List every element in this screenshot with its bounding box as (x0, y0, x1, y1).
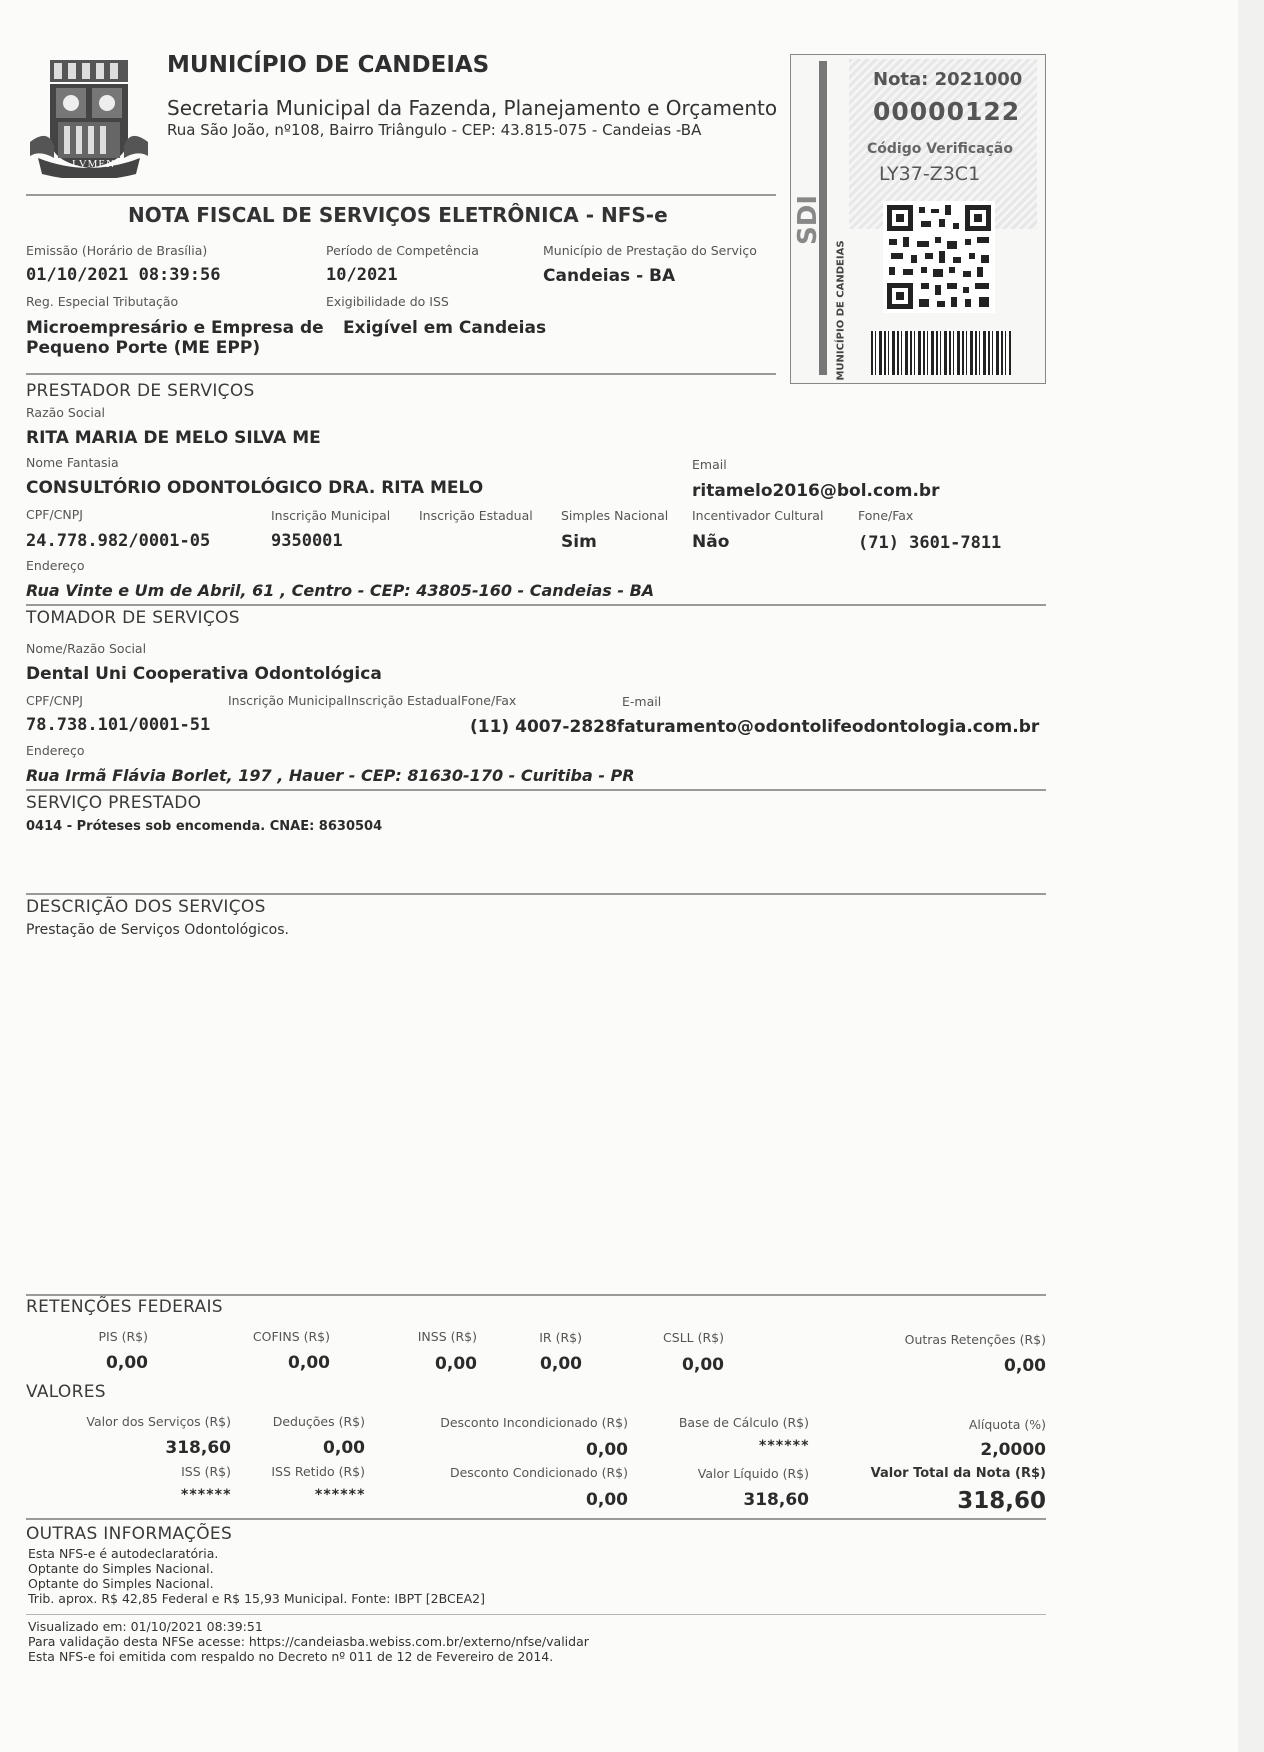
tomador-section-title: TOMADOR DE SERVIÇOS (26, 608, 240, 628)
department-name: Secretaria Municipal da Fazenda, Planejamento e Orçamento (167, 96, 778, 120)
outras-line-2: Optante do Simples Nacional. (28, 1561, 214, 1576)
desconto-condicionado-value: 0,00 (586, 1490, 628, 1510)
deducoes-value: 0,00 (323, 1438, 365, 1458)
barcode (871, 331, 1011, 375)
prestador-ie-label: Inscrição Estadual (419, 508, 533, 523)
prestador-fantasia-label: Nome Fantasia (26, 455, 119, 470)
tomador-endereco-label: Endereço (26, 743, 85, 758)
prestador-razao-label: Razão Social (26, 405, 105, 420)
valor-total-label: Valor Total da Nota (R$) (870, 1466, 1046, 1481)
exigibilidade-value: Exigível em Candeias (343, 318, 547, 338)
municipio-label: Município de Prestação do Serviço (543, 243, 757, 258)
outras-retencoes-value: 0,00 (1004, 1356, 1046, 1376)
tomador-cnpj-value: 78.738.101/0001-51 (26, 715, 211, 735)
page-edge (1238, 0, 1264, 1752)
descricao-value: Prestação de Serviços Odontológicos. (26, 922, 289, 938)
department-address: Rua São João, nº108, Bairro Triângulo - CEP: 43.815-075 - Candeias -BA (167, 121, 702, 139)
tomador-endereco-value: Rua Irmã Flávia Borlet, 197 , Hauer - CEP: 81630-170 - Curitiba - PR (26, 766, 635, 785)
pis-label: PIS (R$) (98, 1329, 148, 1344)
csll-value: 0,00 (682, 1355, 724, 1375)
crest-motto: LVMEN (72, 158, 116, 170)
valor-total-value: 318,60 (957, 1488, 1046, 1514)
nota-number: 00000122 (873, 97, 1021, 126)
valor-liquido-value: 318,60 (743, 1490, 809, 1510)
prestador-incentivador-value: Não (692, 532, 730, 552)
desconto-incondicionado-label: Desconto Incondicionado (R$) (440, 1415, 628, 1430)
aliquota-label: Alíquota (%) (968, 1417, 1046, 1432)
servico-value: 0414 - Próteses sob encomenda. CNAE: 8630504 (26, 819, 383, 834)
tomador-email-label: E-mail (622, 694, 662, 709)
aliquota-value: 2,0000 (980, 1440, 1046, 1460)
ir-label: IR (R$) (539, 1330, 582, 1345)
document-title: NOTA FISCAL DE SERVIÇOS ELETRÔNICA - NFS-e (128, 203, 668, 227)
desconto-condicionado-label: Desconto Condicionado (R$) (449, 1465, 628, 1480)
prestador-email-value: ritamelo2016@bol.com.br (692, 481, 940, 501)
periodo-label: Período de Competência (326, 243, 479, 258)
tomador-nome-label: Nome/Razão Social (26, 641, 147, 656)
prestador-simples-value: Sim (561, 532, 597, 552)
pis-value: 0,00 (106, 1353, 148, 1373)
divider-servico (26, 893, 1046, 895)
prestador-email-label: Email (692, 457, 727, 472)
prestador-simples-label: Simples Nacional (561, 508, 669, 523)
prestador-fantasia-value: CONSULTÓRIO ODONTOLÓGICO DRA. RITA MELO (26, 478, 484, 498)
divider-prestador (26, 604, 1046, 606)
prestador-razao-value: RITA MARIA DE MELO SILVA ME (26, 428, 321, 448)
retencoes-section-title: RETENÇÕES FEDERAIS (26, 1297, 223, 1317)
base-calculo-label: Base de Cálculo (R$) (678, 1415, 809, 1430)
prestador-endereco-value: Rua Vinte e Um de Abril, 61 , Centro - CEP: 43805-160 - Candeias - BA (26, 581, 655, 600)
cofins-label: COFINS (R$) (252, 1329, 330, 1344)
outras-line-4: Trib. aprox. R$ 42,85 Federal e R$ 15,93 Municipal. Fonte: IBPT [2BCEA2] (28, 1591, 485, 1606)
periodo-value: 10/2021 (326, 265, 398, 285)
valor-servicos-value: 318,60 (165, 1438, 231, 1458)
ir-value: 0,00 (540, 1354, 582, 1374)
valores-section-title: VALORES (26, 1382, 106, 1402)
municipality-name: MUNICÍPIO DE CANDEIAS (167, 52, 490, 78)
codigo-verificacao-label: Código Verificação (867, 141, 1013, 157)
servico-section-title: SERVIÇO PRESTADO (26, 793, 202, 813)
divider-valores (26, 1518, 1046, 1520)
inss-value: 0,00 (435, 1354, 477, 1374)
prestador-section-title: PRESTADOR DE SERVIÇOS (26, 381, 255, 401)
outras-section-title: OUTRAS INFORMAÇÕES (26, 1524, 233, 1544)
tomador-inscricoes-label: Inscrição MunicipalInscrição EstadualFone/Fax (228, 693, 517, 708)
regime-value-line2: Pequeno Porte (ME EPP) (26, 338, 261, 358)
descricao-section-title: DESCRIÇÃO DOS SERVIÇOS (26, 897, 266, 917)
divider-info (26, 373, 776, 375)
outras-retencoes-label: Outras Retenções (R$) (904, 1332, 1046, 1347)
csll-label: CSLL (R$) (663, 1330, 724, 1345)
codigo-verificacao-value: LY37-Z3C1 (879, 163, 981, 185)
emissao-label: Emissão (Horário de Brasília) (26, 243, 208, 258)
footer-decreto: Esta NFS-e foi emitida com respaldo no Decreto nº 011 de 12 de Fevereiro de 2014. (28, 1649, 554, 1664)
prestador-cnpj-value: 24.778.982/0001-05 (26, 531, 211, 551)
footer-visualizado: Visualizado em: 01/10/2021 08:39:51 (28, 1619, 263, 1634)
coat-of-arms-logo (28, 58, 150, 178)
deducoes-label: Deduções (R$) (272, 1414, 365, 1429)
nota-label: Nota: 2021000 (873, 69, 1023, 90)
base-calculo-value: ****** (758, 1438, 809, 1454)
footer-validacao: Para validação desta NFSe acesse: https://candeiasba.webiss.com.br/externo/nfse/validar (28, 1634, 589, 1649)
divider-footer (26, 1614, 1046, 1615)
valor-servicos-label: Valor dos Serviços (R$) (86, 1414, 231, 1429)
cofins-value: 0,00 (288, 1353, 330, 1373)
prestador-endereco-label: Endereço (26, 558, 85, 573)
municipio-value: Candeias - BA (543, 266, 676, 286)
regime-value-line1: Microempresário e Empresa de (26, 318, 324, 338)
iss-retido-label: ISS Retido (R$) (271, 1464, 365, 1479)
tomador-nome-value: Dental Uni Cooperativa Odontológica (26, 664, 382, 684)
prestador-fone-value: (71) 3601-7811 (858, 533, 1002, 553)
inss-label: INSS (R$) (417, 1329, 477, 1344)
qr-code (883, 201, 995, 313)
iss-retido-value: ****** (314, 1487, 365, 1503)
nfse-stamp (790, 54, 1046, 384)
divider-header (26, 194, 776, 196)
prestador-cnpj-label: CPF/CNPJ (26, 507, 83, 522)
desconto-incondicionado-value: 0,00 (586, 1440, 628, 1460)
iss-label: ISS (R$) (181, 1464, 231, 1479)
regime-label: Reg. Especial Tributação (26, 294, 179, 309)
iss-value: ****** (180, 1487, 231, 1503)
outras-line-1: Esta NFS-e é autodeclaratória. (28, 1546, 219, 1561)
prestador-incentivador-label: Incentivador Cultural (692, 508, 824, 523)
valor-liquido-label: Valor Líquido (R$) (697, 1466, 809, 1481)
stamp-side-logo: SDI (792, 195, 823, 245)
divider-retencoes (26, 1294, 1046, 1296)
tomador-fone-email-value: (11) 4007-2828faturamento@odontolifeodontologia.com.br (470, 717, 1040, 737)
prestador-fone-label: Fone/Fax (858, 508, 914, 523)
prestador-im-label: Inscrição Municipal (271, 508, 391, 523)
divider-tomador (26, 789, 1046, 791)
stamp-side-text: MUNICÍPIO DE CANDEIAS (835, 240, 847, 381)
emissao-value: 01/10/2021 08:39:56 (26, 265, 221, 285)
tomador-cnpj-label: CPF/CNPJ (26, 693, 83, 708)
exigibilidade-label: Exigibilidade do ISS (326, 294, 449, 309)
prestador-im-value: 9350001 (271, 531, 343, 551)
outras-line-3: Optante do Simples Nacional. (28, 1576, 214, 1591)
